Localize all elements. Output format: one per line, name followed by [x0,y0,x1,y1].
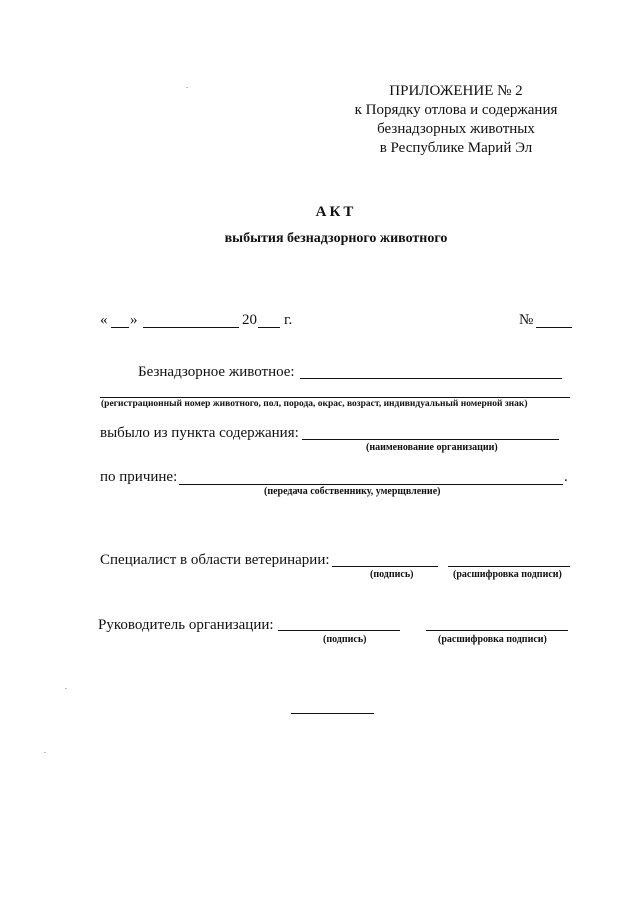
animal-caption: (регистрационный номер животного, пол, порода, окрас, возраст, индивидуальный номерной знак) [101,399,528,409]
reason-label: по причине: [100,469,178,485]
vet-decode-field[interactable] [448,566,570,567]
appendix-animals-line: безнадзорных животных [377,121,535,137]
vet-signature-caption: (подпись) [370,569,414,580]
organization-field[interactable] [302,439,559,440]
appendix-header [340,82,572,158]
reason-field[interactable] [179,484,563,485]
appendix-republic-line: в Республике Марий Эл [379,140,533,156]
year-suffix: г. [284,312,293,328]
number-sign: № [519,312,534,328]
vet-decode-caption: (расшифровка подписи) [453,569,562,580]
closing-separator [291,713,374,714]
day-close-quote: » [130,312,138,328]
head-decode-field[interactable] [426,630,568,631]
act-number-field[interactable] [536,327,572,328]
document-title: АКТ [315,204,357,220]
scan-speck [186,87,188,88]
vet-label: Специалист в области ветеринарии: [100,552,330,568]
organization-caption: (наименование организации) [366,442,498,453]
retired-label: выбыло из пункта содержания: [100,425,299,441]
animal-label: Безнадзорное животное: [138,364,295,380]
document-subtitle: выбытия безнадзорного животного [224,231,448,246]
year-prefix: 20 [242,312,257,328]
head-signature-caption: (подпись) [323,634,367,645]
animal-field[interactable] [300,378,562,379]
day-field[interactable] [111,327,129,328]
scan-speck [65,688,67,689]
animal-details-field[interactable] [100,397,570,398]
day-open-quote: « [100,312,108,328]
month-field[interactable] [143,327,239,328]
vet-signature-field[interactable] [332,566,438,567]
year-field[interactable] [258,327,280,328]
head-decode-caption: (расшифровка подписи) [438,634,547,645]
reason-caption: (передача собственнику, умерщвление) [264,486,441,497]
scan-speck [44,752,46,753]
appendix-number: ПРИЛОЖЕНИЕ № 2 [389,83,523,99]
appendix-order-line: к Порядку отлова и содержания [354,102,558,118]
head-label: Руководитель организации: [98,617,274,633]
reason-period: . [564,469,568,485]
head-signature-field[interactable] [278,630,400,631]
